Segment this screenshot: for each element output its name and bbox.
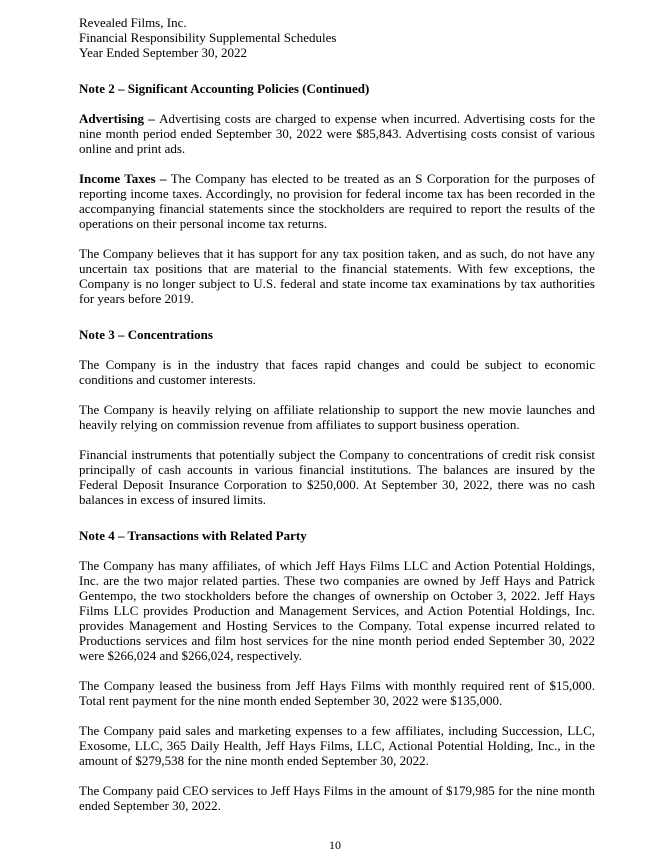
- credit-risk-paragraph: Financial instruments that potentially subject the Company to concentrations of credit risk consist principally of cash accounts in various financial institutions. The balances are insured by the Federal Deposit Insurance Corporation to $250,000. At September 30, 2022, there was no cash balances in excess of insured limits.: [79, 447, 595, 507]
- advertising-lead: Advertising –: [79, 111, 160, 126]
- page-number: 10: [329, 838, 341, 852]
- advertising-paragraph: [79, 111, 595, 156]
- company-name: Revealed Films, Inc.: [79, 15, 187, 30]
- related-parties-paragraph: The Company has many affiliates, of which Jeff Hays Films LLC and Action Potential Holdings, Inc. are the two major related parties. These two companies are owned by Jeff Hays and Patrick Gentempo, the two stockholders before the changes of ownership on October 3, 2022. Jeff Hays Films LLC provides Production and Management Services, and Action Potential Holdings, Inc. provides Management and Hosting Services to the Company. Total expense incurred related to Productions services and film host services for the nine month period ended September 30, 2022 were $266,024 and $266,024, respectively.: [79, 558, 595, 663]
- note2-heading: Note 2 – Significant Accounting Policies (Continued): [79, 81, 370, 96]
- income-taxes-lead: Income Taxes –: [79, 171, 171, 186]
- industry-paragraph: The Company is in the industry that faces rapid changes and could be subject to economic conditions and customer interests.: [79, 357, 595, 387]
- document-header: [79, 15, 595, 60]
- tax-positions-paragraph: The Company believes that it has support for any tax position taken, and as such, do not have any uncertain tax positions that are material to the financial statements. With few exceptions, the Company is no longer subject to U.S. federal and state income tax examinations by tax authorities for years before 2019.: [79, 246, 595, 306]
- note4-heading: Note 4 – Transactions with Related Party: [79, 528, 307, 543]
- document-title: Financial Responsibility Supplemental Schedules: [79, 30, 337, 45]
- income-taxes-paragraph: [79, 171, 595, 231]
- note3-heading: Note 3 – Concentrations: [79, 327, 213, 342]
- affiliate-reliance-paragraph: The Company is heavily relying on affiliate relationship to support the new movie launches and heavily relying on commission revenue from affiliates to support business operation.: [79, 402, 595, 432]
- lease-paragraph: The Company leased the business from Jeff Hays Films with monthly required rent of $15,000. Total rent payment for the nine month ended September 30, 2022 were $135,000.: [79, 678, 595, 708]
- advertising-text: Advertising costs are charged to expense when incurred. Advertising costs for the nine month period ended September 30, 2022 were $85,843. Advertising costs consist of various online and print ads.: [79, 111, 596, 156]
- ceo-services-paragraph: The Company paid CEO services to Jeff Hays Films in the amount of $179,985 for the nine month ended September 30, 2022.: [79, 783, 595, 813]
- income-taxes-text: The Company has elected to be treated as an S Corporation for the purposes of reporting income taxes. Accordingly, no provision for federal income tax has been recorded in the accompanying financial statements since the stockholders are required to report the results of the operations on their personal income tax returns.: [79, 171, 595, 231]
- period-ended-line: Year Ended September 30, 2022: [79, 45, 248, 60]
- sales-marketing-paragraph: The Company paid sales and marketing expenses to a few affiliates, including Succession, LLC, Exosome, LLC, 365 Daily Health, Jeff Hays Films, LLC, Actional Potential Holding, Inc., in the amount of $279,538 for the nine month ended September 30, 2022.: [79, 723, 595, 768]
